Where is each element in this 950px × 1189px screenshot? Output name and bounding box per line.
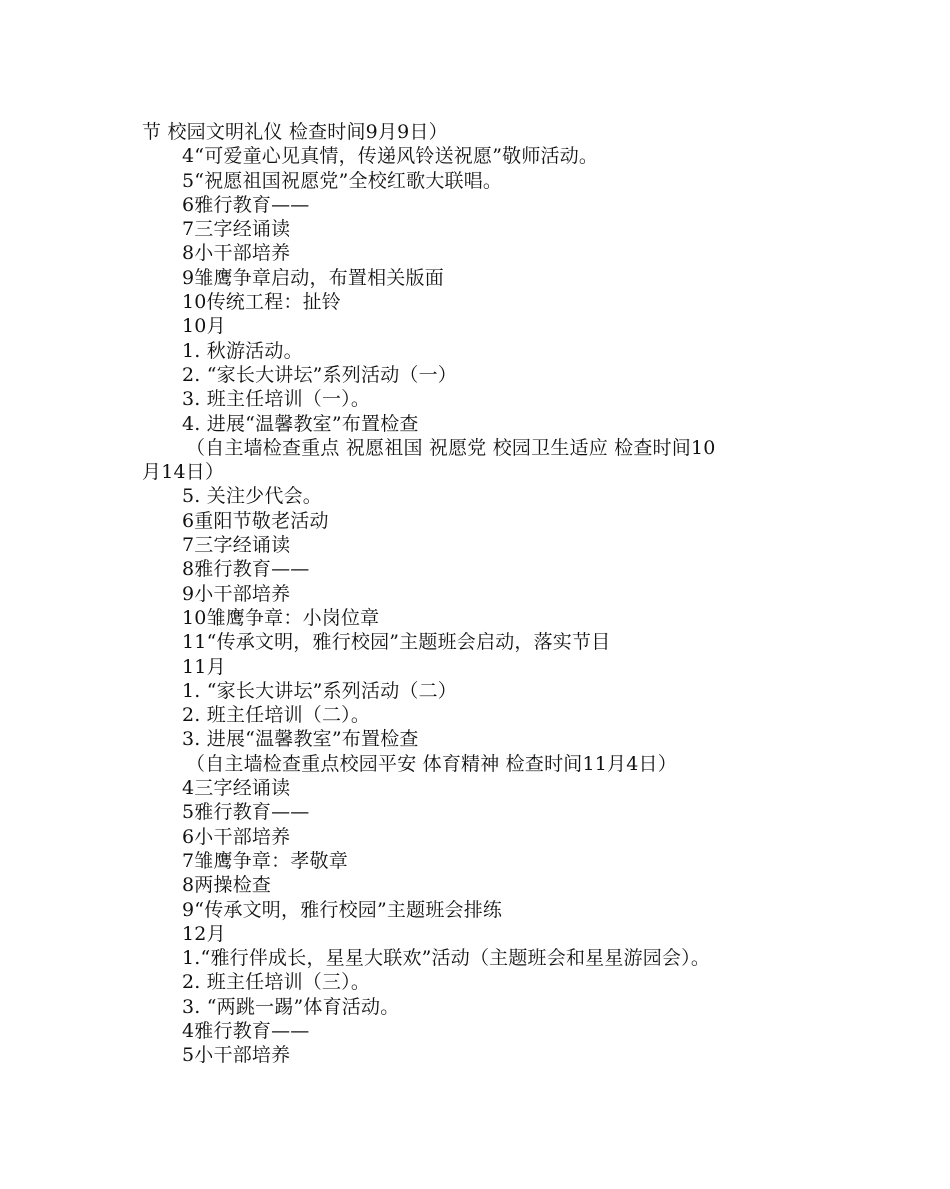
list-item: 3. 进展“温馨教室”布置检查 [182,728,419,751]
text-line: 7三字经诵读 [182,534,291,557]
list-item: 3. 班主任培训（一）。 [182,388,371,411]
text-line: 6雅行教育—— [182,193,310,216]
text-line: 8小干部培养 [182,242,291,265]
text-line: 5小干部培养 [182,1044,291,1067]
text-line: （自主墙检查重点校园平安 体育精神 检查时间11月4日） [186,752,677,775]
text-line: 节 校园文明礼仪 检查时间9月9日） [142,121,448,143]
list-item: 1. “家长大讲坛”系列活动（二） [182,679,457,702]
month-heading: 12月 [182,922,226,945]
list-item: 3. “两跳一踢”体育活动。 [182,995,400,1018]
text-line: 6重阳节敬老活动 [182,509,329,532]
list-item: 2. 班主任培训（二）。 [182,704,371,727]
text-line: （自主墙检查重点 祝愿祖国 祝愿党 校园卫生适应 检查时间10 [186,436,716,459]
text-line: 10雏鹰争章：小岗位章 [182,606,380,629]
list-item: 5. 关注少代会。 [182,485,322,508]
text-line: 9“传承文明，雅行校园”主题班会排练 [182,898,503,921]
list-item: 4. 进展“温馨教室”布置检查 [182,412,419,435]
text-line: 6小干部培养 [182,825,291,848]
month-heading: 10月 [182,315,226,338]
text-line: 7雏鹰争章：孝敬章 [182,849,348,872]
text-line: 4雅行教育—— [182,1019,310,1042]
list-item: 1. 秋游活动。 [182,339,303,362]
month-heading: 11月 [182,655,226,678]
list-item: 2. 班主任培训（三）。 [182,971,371,994]
text-line: 8两操检查 [182,874,272,897]
text-line: 11“传承文明，雅行校园”主题班会启动，落实节目 [182,631,611,654]
text-line: 8雅行教育—— [182,558,310,581]
text-line: 5“祝愿祖国祝愿党”全校红歌大联唱。 [182,169,503,192]
text-line: 4三字经诵读 [182,777,291,800]
list-item: 1.“雅行伴成长，星星大联欢”活动（主题班会和星星游园会）。 [182,947,711,970]
text-line: 10传统工程：扯铃 [182,291,341,314]
text-line: 9小干部培养 [182,582,291,605]
text-line: 5雅行教育—— [182,801,310,824]
text-line: 月14日） [142,461,225,484]
list-item: 2. “家长大讲坛”系列活动（一） [182,363,457,386]
text-line: 9雏鹰争章启动，布置相关版面 [182,266,444,289]
text-line: 4“可爱童心见真情，传递风铃送祝愿”敬师活动。 [182,145,599,168]
text-line: 7三字经诵读 [182,218,291,241]
document-body [0,120,950,1068]
